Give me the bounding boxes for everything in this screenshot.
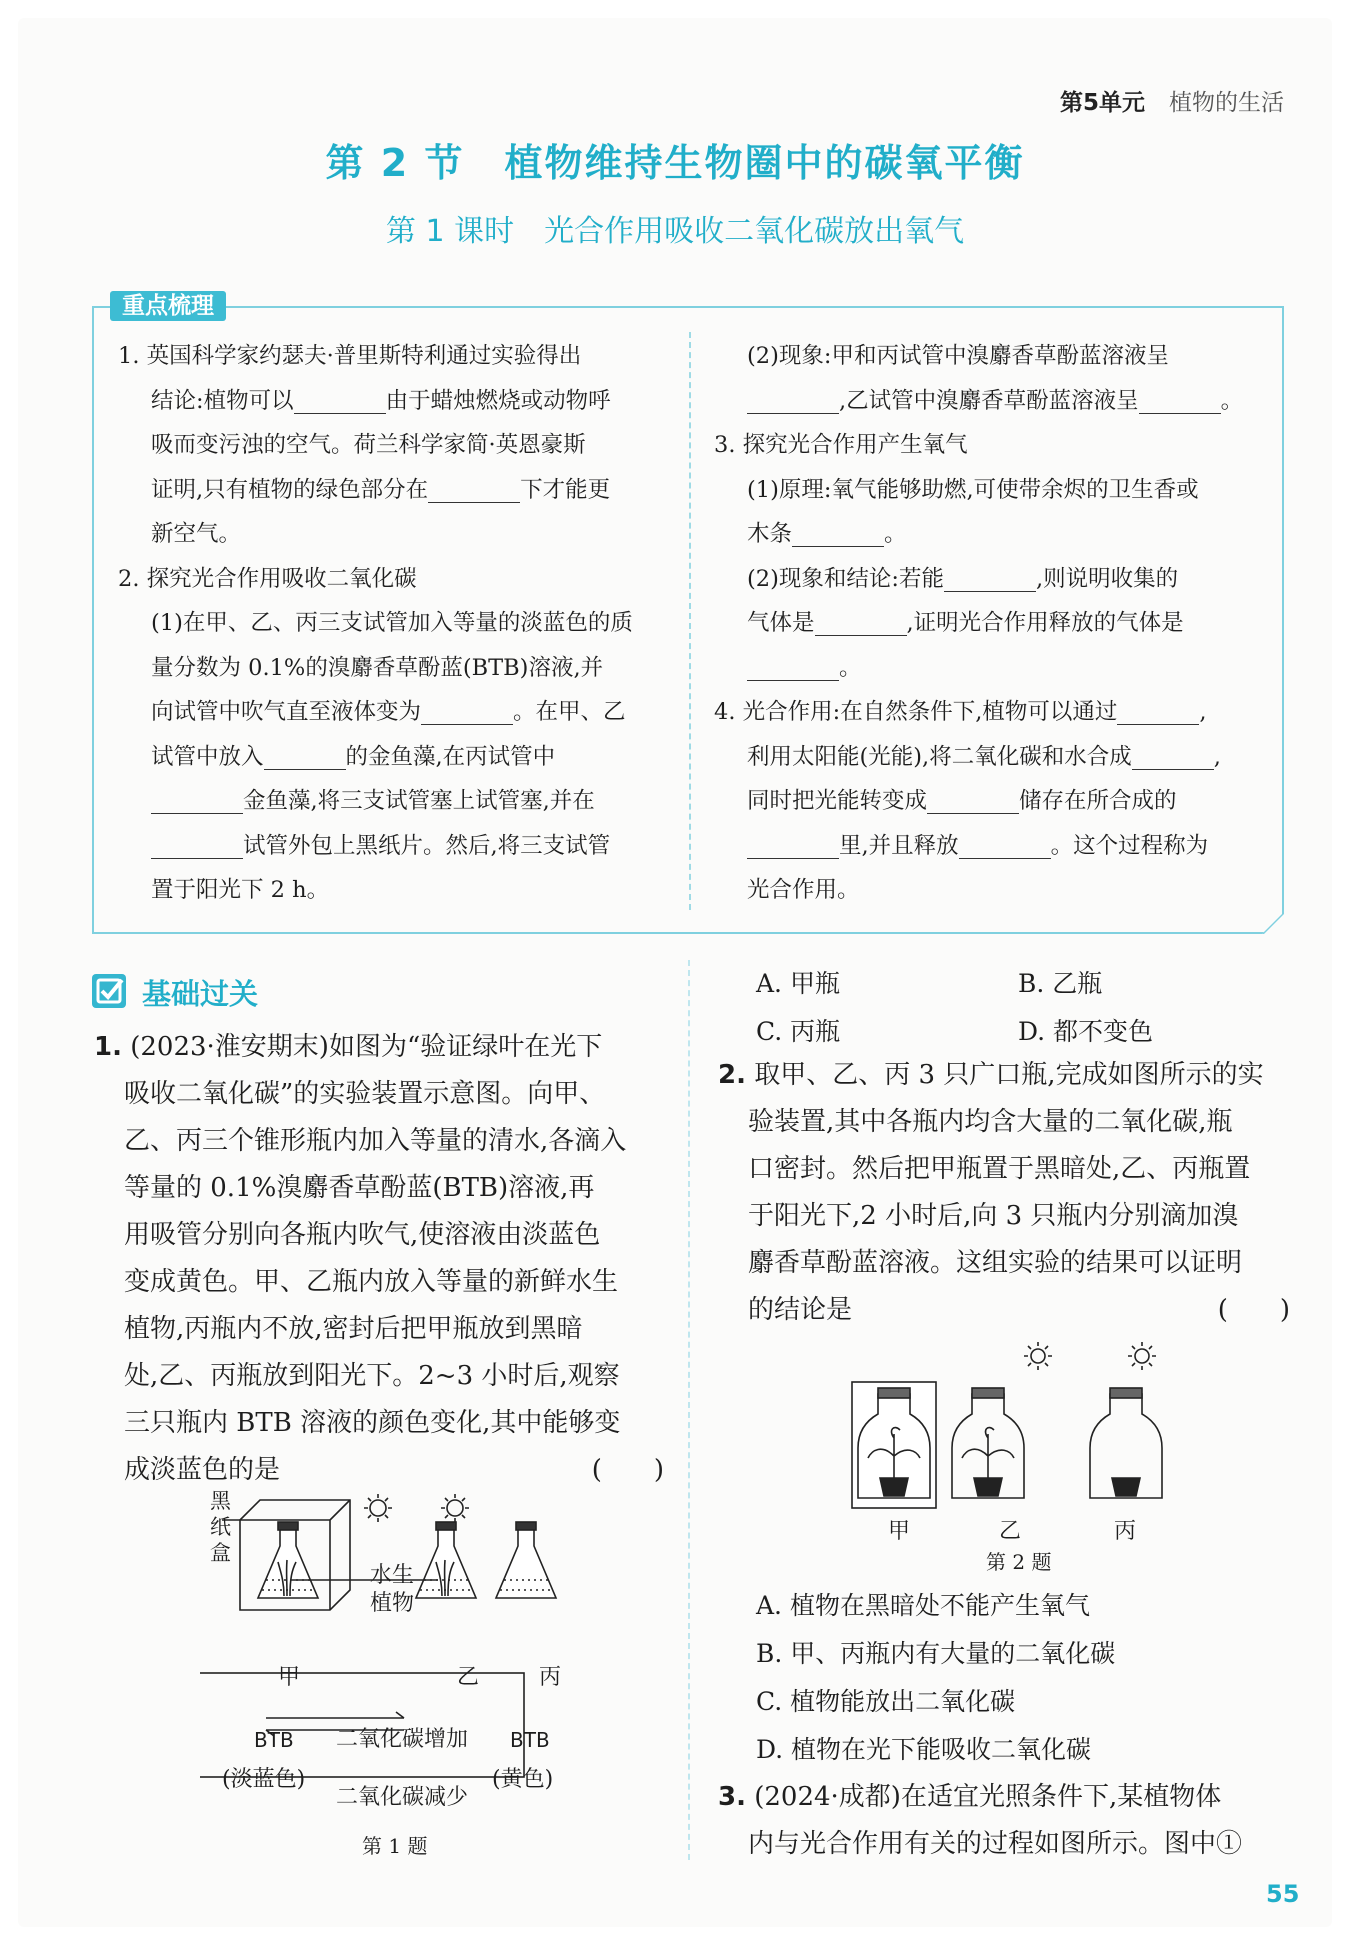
arrow-label-increase: 二氧化碳增加 [336,1727,469,1752]
blank-field[interactable] [815,607,907,636]
question-line: 用吸管分别向各瓶内吹气,使溶液由淡蓝色 [124,1220,601,1250]
question-line: 验装置,其中各瓶内均含大量的二氧化碳,瓶 [748,1107,1233,1137]
kp-line: 置于阳光下 2 h。 [151,877,330,903]
lesson-title: 第 1 课时 光合作用吸收二氧化碳放出氧气 [385,214,965,249]
question-line: 等量的 0.1%溴麝香草酚蓝(BTB)溶液,再 [124,1173,595,1203]
kp-line: 向试管中吹气直至液体变为 。在甲、乙 [118,690,670,735]
basics-title: 基础过关 [142,977,259,1011]
blank-field[interactable] [264,741,346,770]
subject-label: 植物的生活 [1169,90,1284,116]
figure-1-caption: 第 1 题 [362,1834,428,1858]
blank-field[interactable] [294,385,386,414]
flask-label-yi: 乙 [457,1665,480,1690]
kp-line: 4. 光合作用:在自然条件下,植物可以通过 , [714,690,1266,735]
unit-label: 第5单元 [1059,90,1145,116]
question-line: 麝香草酚蓝溶液。这组实验的结果可以证明 [748,1248,1243,1278]
blank-field[interactable] [151,830,243,859]
jar-label-jia: 甲 [888,1519,911,1544]
section-title: 第 2 节 植物维持生物圈中的碳氧平衡 [325,141,1025,185]
kp-line: 量分数为 0.1%的溴麝香草酚蓝(BTB)溶液,并 [151,654,604,681]
key-points-tag: 重点梳理 [110,291,226,321]
question-3 [718,1774,1290,1868]
question-line: 口密封。然后把甲瓶置于黑暗处,乙、丙瓶置 [748,1154,1251,1184]
checkbox-icon [92,974,126,1008]
plant-label: 水生 植物 [370,1563,415,1616]
question-line: 乙、丙三个锥形瓶内加入等量的清水,各滴入 [124,1126,627,1156]
flask-label-bing: 丙 [539,1665,562,1690]
q1-option-b[interactable]: B. 乙瓶 [1018,969,1103,998]
kp-line: 试管外包上黑纸片。然后,将三支试管 [118,824,670,869]
kp-line: (2)现象:甲和丙试管中溴麝香草酚蓝溶液呈 [747,343,1169,369]
kp-line: 证明,只有植物的绿色部分在 下才能更 [118,468,670,513]
kp-line: 结论:植物可以 由于蜡烛燃烧或动物呼 [118,379,670,424]
key-points-right [714,334,1266,913]
blank-field[interactable] [151,785,243,814]
kp-line: 新空气。 [151,521,242,547]
running-header [1060,84,1284,117]
q2-option-a[interactable]: A. 植物在黑暗处不能产生氧气 [756,1591,1090,1620]
q2-option-c[interactable]: C. 植物能放出二氧化碳 [756,1687,1016,1716]
blank-field[interactable] [927,785,1019,814]
kp-line: 。 [714,646,1266,691]
question-line: 处,乙、丙瓶放到阳光下。2~3 小时后,观察 [124,1361,620,1391]
flask-label-jia: 甲 [278,1665,301,1690]
question-line: 吸收二氧化碳”的实验装置示意图。向甲、 [124,1079,606,1109]
kp-line: 吸而变污浊的空气。荷兰科学家简·英恩豪斯 [151,432,586,458]
question-line: 3. (2024·成都)在适宜光照条件下,某植物体 [718,1782,1222,1812]
kp-line: 木条 。 [714,512,1266,557]
kp-line: 2. 探究光合作用吸收二氧化碳 [118,565,417,592]
kp-line: 光合作用。 [747,877,860,903]
kp-line: 3. 探究光合作用产生氧气 [714,432,968,458]
answer-paren[interactable]: ( ) [591,1455,664,1485]
question-line: 变成黄色。甲、乙瓶内放入等量的新鲜水生 [124,1267,619,1297]
kp-line: 试管中放入 的金鱼藻,在丙试管中 [118,735,670,780]
kp-line: 里,并且释放 。这个过程称为 [714,824,1266,869]
q2-option-d[interactable]: D. 植物在光下能吸收二氧化碳 [756,1735,1092,1764]
page-number: 55 [1266,1880,1300,1908]
question-line: 三只瓶内 BTB 溶液的颜色变化,其中能够变 [124,1408,621,1438]
jar-label-bing: 丙 [1114,1519,1137,1544]
btb-right-color: (黄色) [492,1767,554,1792]
key-points-left [118,334,670,913]
blank-field[interactable] [421,696,513,725]
answer-paren[interactable]: ( ) [1217,1295,1290,1325]
q1-option-d[interactable]: D. 都不变色 [1018,1017,1154,1046]
question-line: 植物,丙瓶内不放,密封后把甲瓶放到黑暗 [124,1314,583,1344]
q1-option-c[interactable]: C. 丙瓶 [756,1017,841,1046]
btb-left-color: (淡蓝色) [222,1767,306,1792]
box-label: 黑 纸 盒 [210,1489,231,1565]
column-divider [688,960,690,1860]
question-line: 的结论是 ( ) [718,1287,1290,1334]
question-1 [94,1024,664,1494]
question-number: 3. [718,1782,746,1812]
blank-field[interactable] [1132,741,1214,770]
question-number: 1. [94,1032,122,1062]
btb-left: BTB [254,1728,294,1752]
kp-line: (2)现象和结论:若能 ,则说明收集的 [714,557,1266,602]
kp-line: (1)原理:氧气能够助燃,可使带余烬的卫生香或 [747,476,1199,503]
blank-field[interactable] [747,830,839,859]
question-line: 成淡蓝色的是 ( ) [94,1447,664,1494]
blank-field[interactable] [747,652,839,681]
blank-field[interactable] [1117,696,1199,725]
kp-line: 同时把光能转变成 储存在所合成的 [714,779,1266,824]
blank-field[interactable] [959,830,1051,859]
kp-line: 气体是 ,证明光合作用释放的气体是 [714,601,1266,646]
question-line: 1. (2023·淮安期末)如图为“验证绿叶在光下 [94,1032,603,1062]
kp-line: 金鱼藻,将三支试管塞上试管塞,并在 [118,779,670,824]
blank-field[interactable] [428,474,520,503]
key-points-divider [689,332,691,910]
kp-line: 1. 英国科学家约瑟夫·普里斯特利通过实验得出 [118,343,582,369]
arrow-label-decrease: 二氧化碳减少 [336,1785,469,1810]
question-line: 于阳光下,2 小时后,向 3 只瓶内分别滴加溴 [748,1201,1239,1231]
blank-field[interactable] [792,518,884,547]
question-number: 2. [718,1060,746,1090]
btb-right: BTB [510,1728,550,1752]
q1-option-a[interactable]: A. 甲瓶 [756,969,840,998]
question-line: 内与光合作用有关的过程如图所示。图中① [748,1829,1243,1859]
question-2 [718,1052,1290,1334]
kp-line: (1)在甲、乙、丙三支试管加入等量的淡蓝色的质 [151,610,633,636]
kp-line: ,乙试管中溴麝香草酚蓝溶液呈 。 [714,379,1266,424]
jar-label-yi: 乙 [999,1519,1022,1544]
figure-2-caption: 第 2 题 [986,1550,1052,1574]
blank-field[interactable] [747,385,839,414]
figure-2 [842,1338,1202,1518]
kp-line: 利用太阳能(光能),将二氧化碳和水合成 , [714,735,1266,780]
q2-option-b[interactable]: B. 甲、丙瓶内有大量的二氧化碳 [756,1639,1116,1668]
blank-field[interactable] [944,563,1036,592]
blank-field[interactable] [1139,385,1221,414]
question-line: 2. 取甲、乙、丙 3 只广口瓶,完成如图所示的实 [718,1060,1264,1090]
